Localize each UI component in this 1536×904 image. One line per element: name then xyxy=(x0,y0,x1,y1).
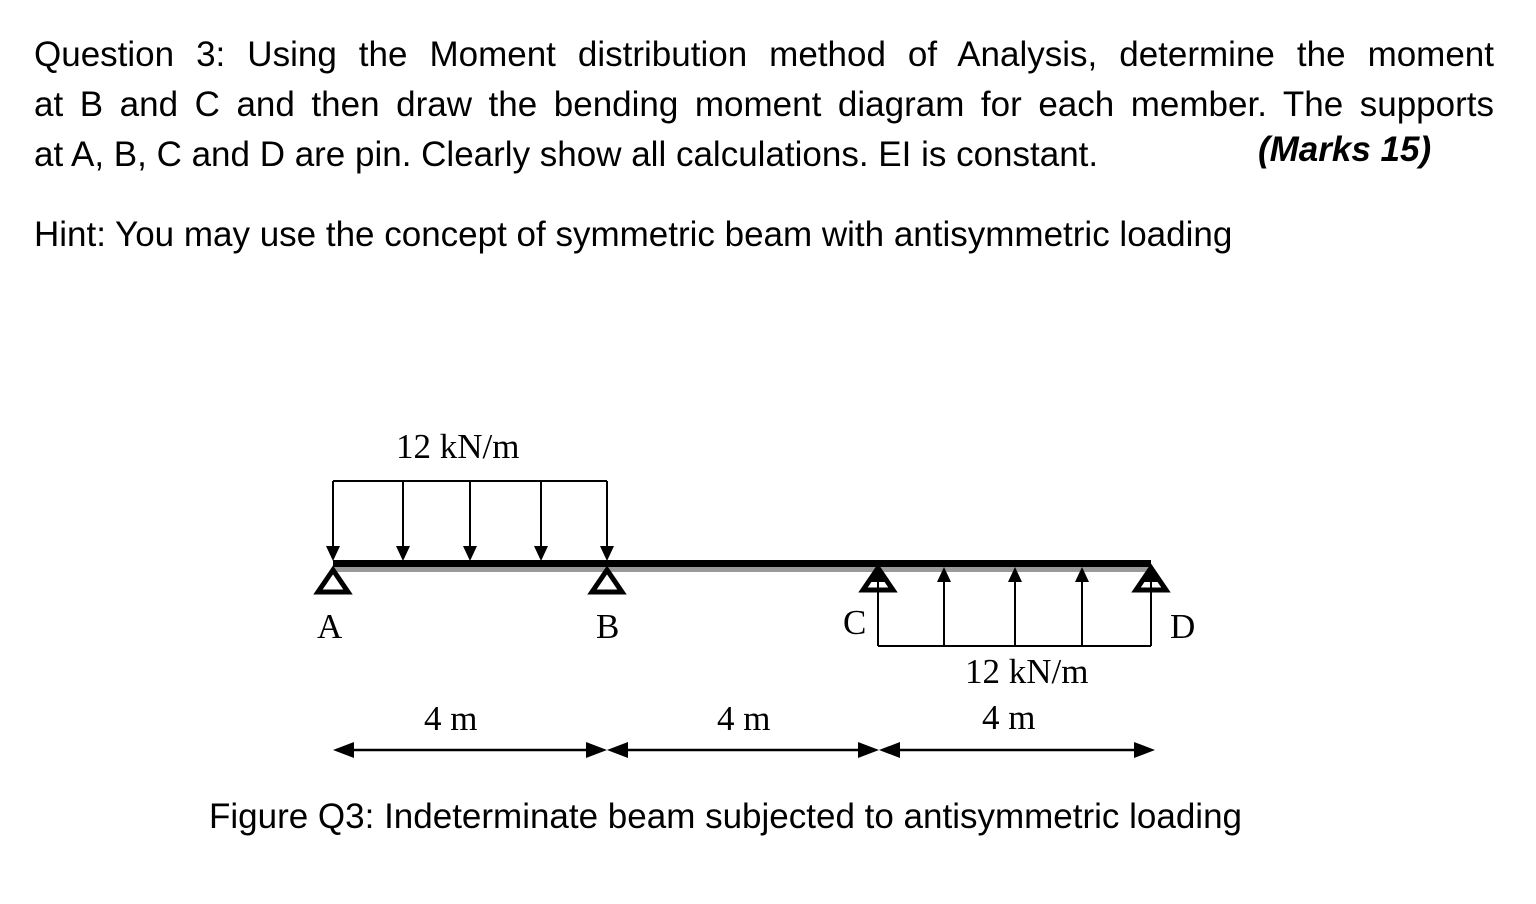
question-line-3: at A, B, C and D are pin. Clearly show all calculations. EI is constant. xyxy=(34,135,1099,174)
distributed-load-right xyxy=(871,567,1158,646)
support-label-d: D xyxy=(1170,607,1196,646)
support-a-icon xyxy=(318,570,348,592)
hint-text: Hint: You may use the concept of symmetric beam with antisymmetric loading xyxy=(34,215,1233,254)
dimension-arrow-cd xyxy=(879,742,1155,758)
load-arrow xyxy=(463,481,477,561)
support-b-icon xyxy=(592,570,622,592)
span-label-bc: 4 m xyxy=(717,699,771,738)
question-line-2: at B and C and then draw the bending moment diagram for each member. The supports xyxy=(34,85,1494,124)
load-left-label: 12 kN/m xyxy=(396,427,520,466)
load-arrow xyxy=(534,481,548,561)
support-label-a: A xyxy=(317,607,343,646)
load-arrow xyxy=(1075,567,1089,646)
span-label-ab: 4 m xyxy=(424,699,478,738)
load-arrow xyxy=(1144,567,1158,646)
question-line-1: Question 3: Using the Moment distribution method of Analysis, determine the moment xyxy=(34,35,1494,74)
distributed-load-left xyxy=(326,481,614,561)
dimension-arrow-ab xyxy=(333,742,607,758)
beam xyxy=(333,560,1151,572)
span-label-cd: 4 m xyxy=(982,698,1036,737)
support-label-b: B xyxy=(596,607,620,646)
load-arrow xyxy=(1008,567,1022,646)
dimension-arrow-bc xyxy=(607,742,879,758)
load-right-label: 12 kN/m xyxy=(965,652,1089,691)
load-arrow xyxy=(600,481,614,561)
figure-caption: Figure Q3: Indeterminate beam subjected to antisymmetric loading xyxy=(209,797,1243,836)
marks-label: (Marks 15) xyxy=(1258,130,1432,169)
support-label-c: C xyxy=(843,603,867,642)
load-arrow xyxy=(871,567,885,646)
load-arrow xyxy=(396,481,410,561)
load-arrow xyxy=(326,481,340,561)
load-arrow xyxy=(937,567,951,646)
